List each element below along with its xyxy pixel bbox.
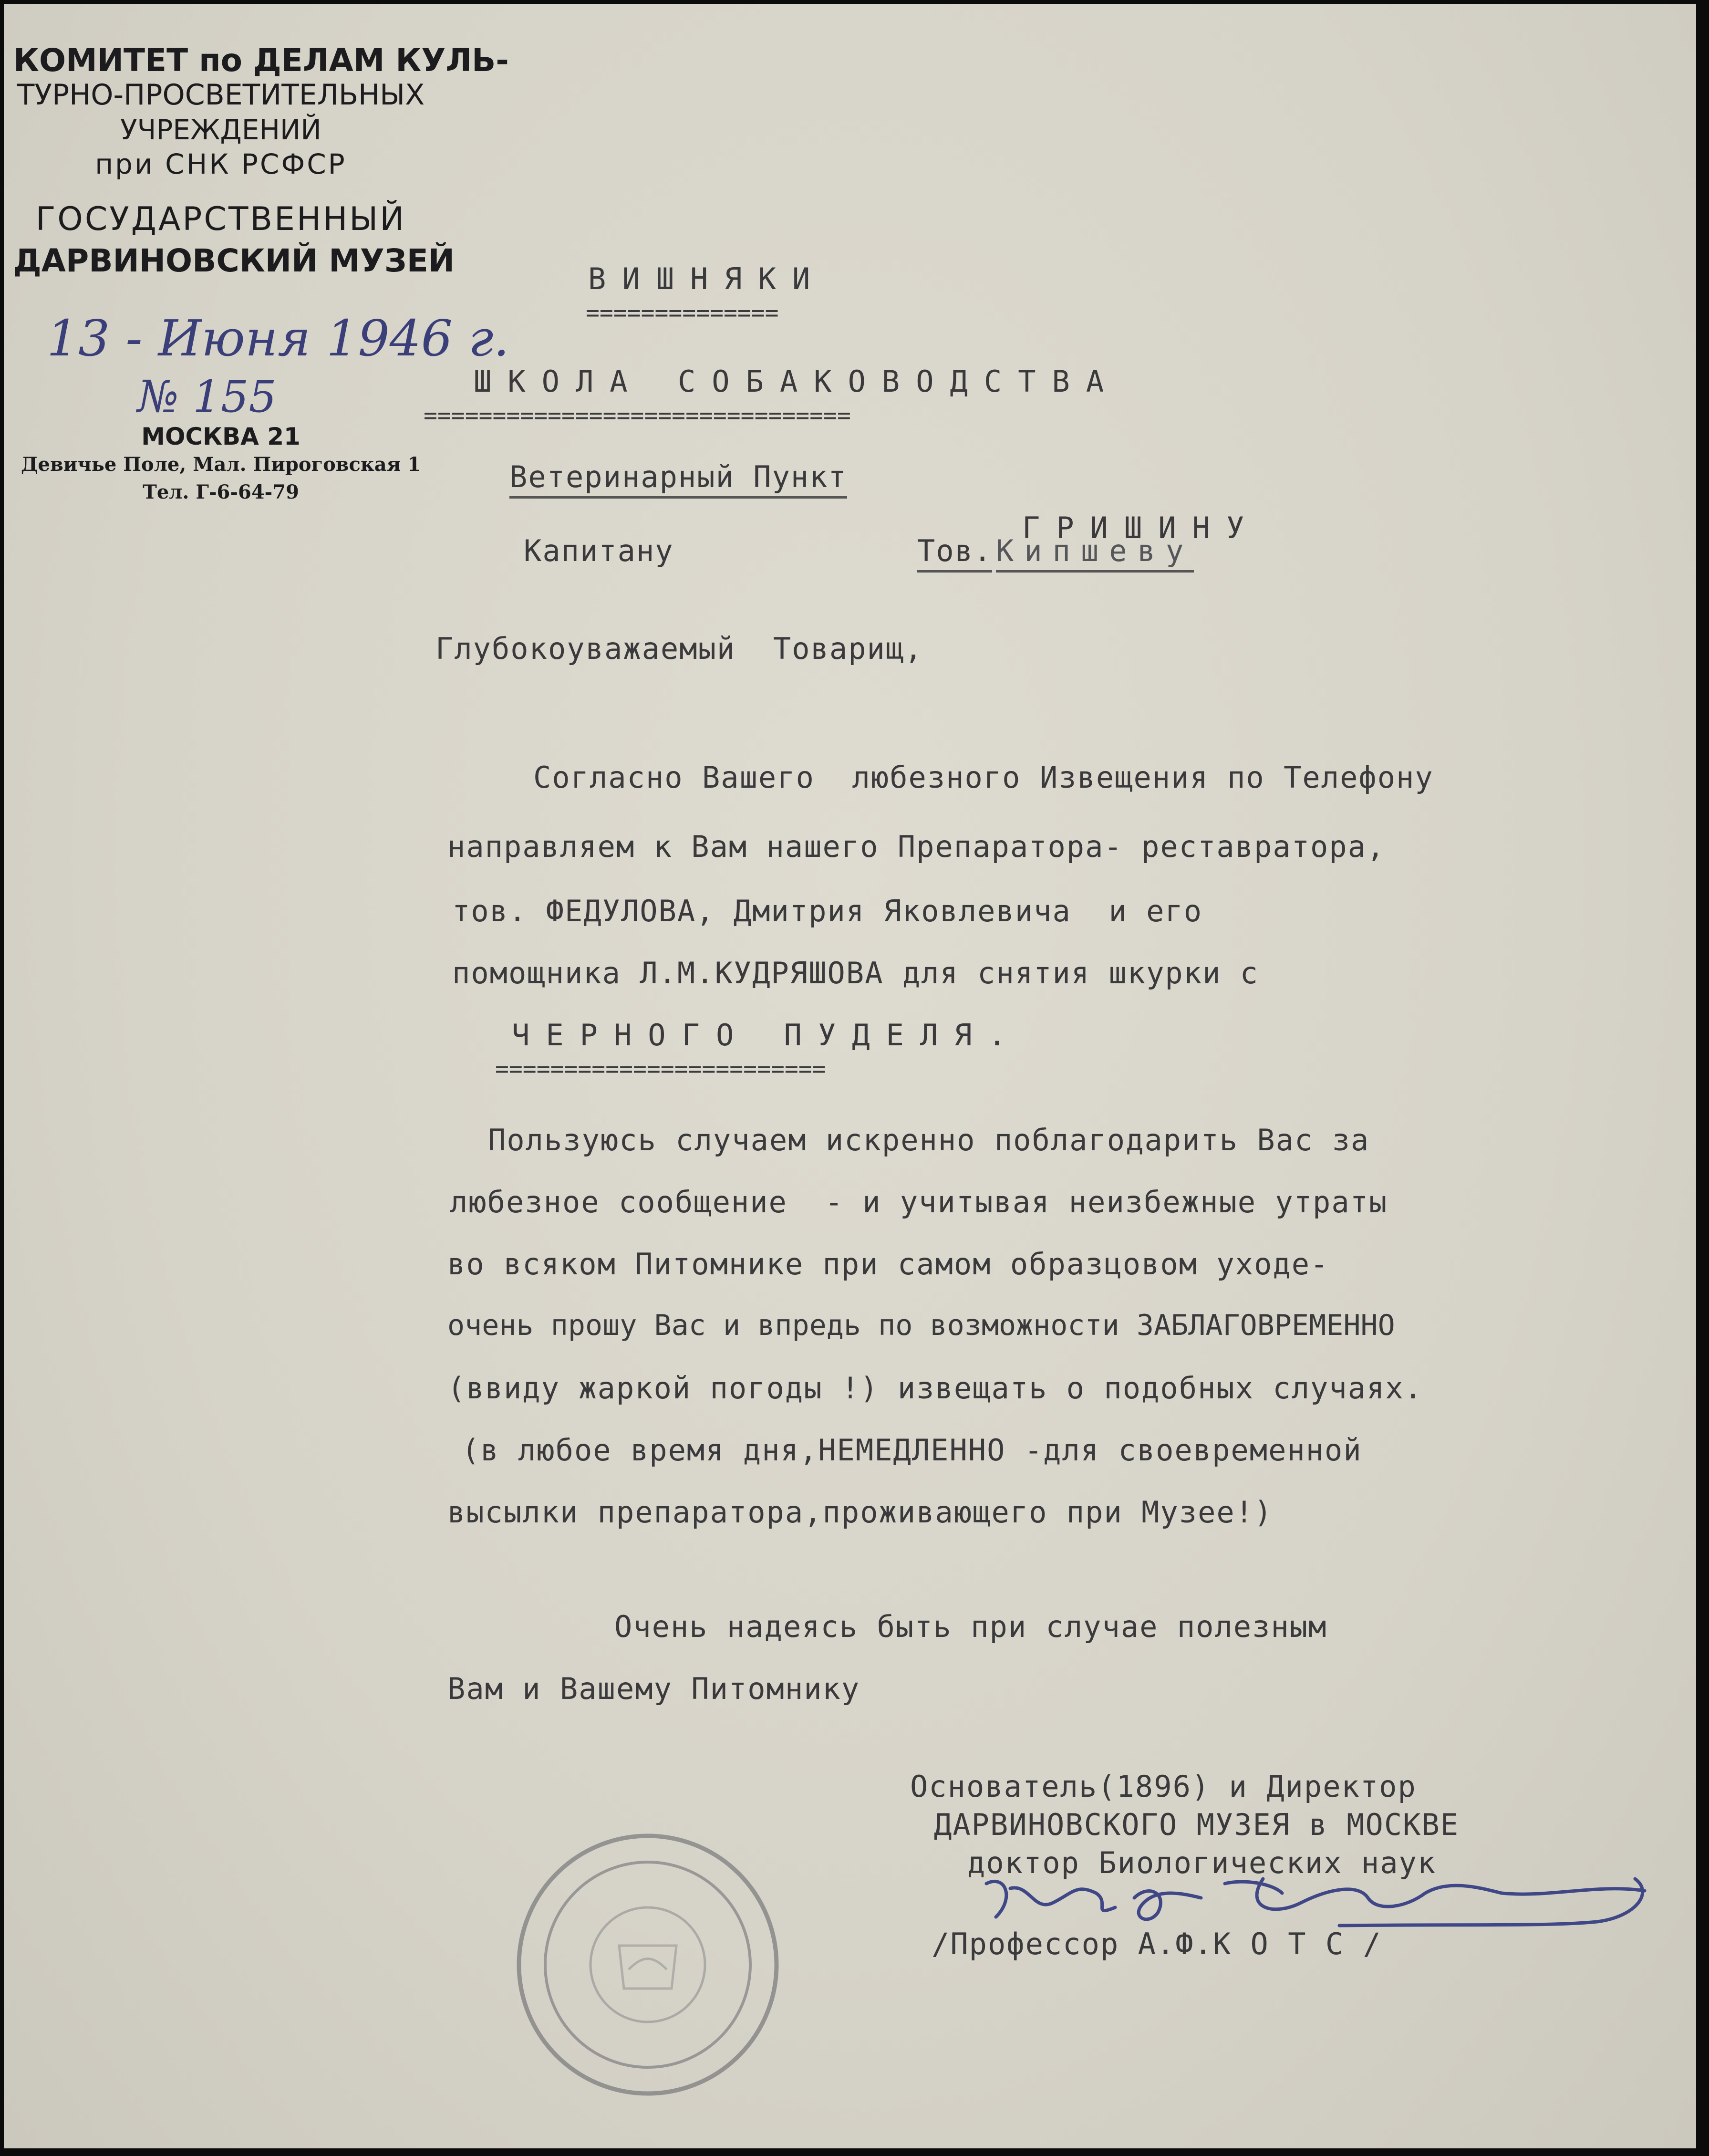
paragraph-2-line-2: любезное сообщение - и учитывая неизбежные утраты xyxy=(450,1185,1388,1219)
paragraph-3-line-1: Очень надеясь быть при случае полезным xyxy=(614,1609,1327,1644)
recipient-name-correction: ГРИШИНУ xyxy=(1022,510,1261,545)
paragraph-3-line-2: Вам и Вашему Питомнику xyxy=(447,1671,860,1706)
paragraph-2-line-1: Пользуюсь случаем искренно поблагодарить Вас за xyxy=(488,1123,1370,1157)
letterhead-line-6: ДАРВИНОВСКИЙ МУЗЕЙ xyxy=(13,242,455,279)
handwritten-date: 13 - Июня 1946 г. xyxy=(47,309,509,367)
paragraph-2-line-6: (в любое время дня,НЕМЕДЛЕННО -для своевременной xyxy=(462,1433,1362,1468)
paragraph-2-line-4: очень прошу Вас и впредь по возможности ЗАБЛАГОВРЕМЕННО xyxy=(447,1309,1395,1342)
paragraph-2-line-7: высылки препаратора,проживающего при Музее!) xyxy=(447,1495,1273,1530)
handwritten-signature xyxy=(977,1864,1659,1936)
letterhead-phone: Тел. Г-6-64-79 xyxy=(143,481,299,503)
letterhead-city: МОСКВА 21 xyxy=(141,423,300,450)
recipient-name-prefix: Тов. xyxy=(917,533,992,573)
letter-paper xyxy=(4,4,1696,2148)
recipient-name-crossed: Кипшеву xyxy=(996,533,1194,573)
paragraph-1-rule: ======================== xyxy=(495,1056,826,1083)
recipient-line-1: ВИШНЯКИ xyxy=(588,261,827,296)
letterhead-address: Девичье Поле, Мал. Пироговская 1 xyxy=(21,453,421,476)
signature-line-3: доктор Биологических наук xyxy=(967,1845,1437,1880)
paragraph-1-line-1: Согласно Вашего любезного Извещения по Телефону xyxy=(533,760,1434,795)
recipient-rank: Капитану xyxy=(524,533,674,568)
signature-line-2: ДАРВИНОВСКОГО МУЗЕЯ в МОСКВЕ xyxy=(934,1807,1460,1842)
recipient-line-2: ШКОЛА СОБАКОВОДСТВА xyxy=(474,364,1120,399)
paragraph-1-line-4: помощника Л.М.КУДРЯШОВА для снятия шкурки с xyxy=(452,956,1259,990)
recipient-line-3: Ветеринарный Пункт xyxy=(509,459,847,499)
letterhead-line-2: ТУРНО-ПРОСВЕТИТЕЛЬНЫХ xyxy=(17,78,425,112)
paragraph-2-line-3: во всяком Питомнике при самом образцовом уходе- xyxy=(447,1247,1329,1281)
official-round-stamp xyxy=(509,1826,786,2103)
letterhead-line-4: при СНК РСФСР xyxy=(95,148,347,180)
signature-line-1: Основатель(1896) и Директор xyxy=(910,1769,1417,1804)
handwritten-number: № 155 xyxy=(137,371,277,422)
paragraph-1-line-3: тов. ФЕДУЛОВА, Дмитрия Яковлевича и его xyxy=(452,894,1203,928)
paragraph-1-line-5: ЧЕРНОГО ПУДЕЛЯ. xyxy=(512,1018,1022,1052)
letterhead-line-5: ГОСУДАРСТВЕННЫЙ xyxy=(35,200,406,238)
recipient-rule-1: ============== xyxy=(586,300,779,326)
letterhead-line-1: КОМИТЕТ по ДЕЛАМ КУЛЬ- xyxy=(13,42,509,79)
signature-name: /Профессор А.Ф.К О Т С / xyxy=(932,1927,1382,1961)
letterhead-line-3: УЧРЕЖДЕНИЙ xyxy=(120,114,321,146)
salutation: Глубокоуважаемый Товарищ, xyxy=(435,631,923,666)
recipient-rule-2: =============================== xyxy=(424,402,851,429)
paragraph-2-line-5: (ввиду жаркой погоды !) извещать о подобных случаях. xyxy=(447,1371,1423,1406)
paragraph-1-line-2: направляем к Вам нашего Препаратора- реставратора, xyxy=(447,829,1386,864)
